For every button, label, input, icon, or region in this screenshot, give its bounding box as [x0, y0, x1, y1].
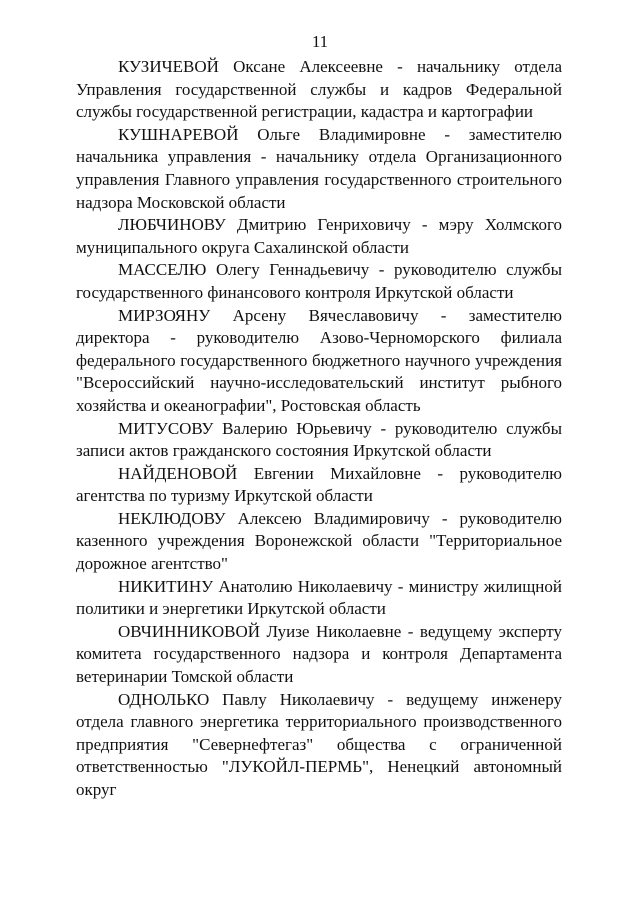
list-item: КУЗИЧЕВОЙ Оксане Алексеевне - начальнику отдела Управления государственной службы и кадров Федеральной службы государственной регистрации, кадастра и картографии — [76, 57, 562, 122]
award-list — [76, 56, 562, 802]
list-item: КУШНАРЕВОЙ Ольге Владимировне - заместителю начальника управления - начальнику отдела Организационного управления Главного управления государственного строительного надзора Московской области — [76, 124, 562, 212]
list-item: ЛЮБЧИНОВУ Дмитрию Генриховичу - мэру Холмского муниципального округа Сахалинской области — [76, 215, 562, 257]
page-number: 11 — [311, 32, 329, 51]
list-item: ОДНОЛЬКО Павлу Николаевичу - ведущему инженеру отдела главного энергетика территориального производственного предприятия "Севернефтегаз" общества с ограниченной ответственностью "ЛУКОЙЛ-ПЕРМЬ", Ненецкий автономный округ — [76, 689, 562, 799]
list-item: МИРЗОЯНУ Арсену Вячеславовичу - заместителю директора - руководителю Азово-Черноморского филиала федерального государственного бюджетного научного учреждения "Всероссийский научно-исследовательский институт рыбного хозяйства и океанографии", Ростовская область — [76, 305, 562, 415]
list-item: МАССЕЛЮ Олегу Геннадьевичу - руководителю службы государственного финансового контроля Иркутской области — [76, 260, 562, 302]
list-item: НАЙДЕНОВОЙ Евгении Михайловне - руководителю агентства по туризму Иркутской области — [76, 463, 562, 506]
list-item: НИКИТИНУ Анатолию Николаевичу - министру жилищной политики и энергетики Иркутской области — [76, 576, 562, 619]
list-item: ОВЧИННИКОВОЙ Луизе Николаевне - ведущему эксперту комитета государственного надзора и контроля Департамента ветеринарии Томской области — [76, 621, 562, 687]
list-item: МИТУСОВУ Валерию Юрьевичу - руководителю службы записи актов гражданского состояния Иркутской области — [76, 418, 562, 461]
list-item: НЕКЛЮДОВУ Алексею Владимировичу - руководителю казенного учреждения Воронежской области "Территориальное дорожное агентство" — [76, 508, 562, 574]
